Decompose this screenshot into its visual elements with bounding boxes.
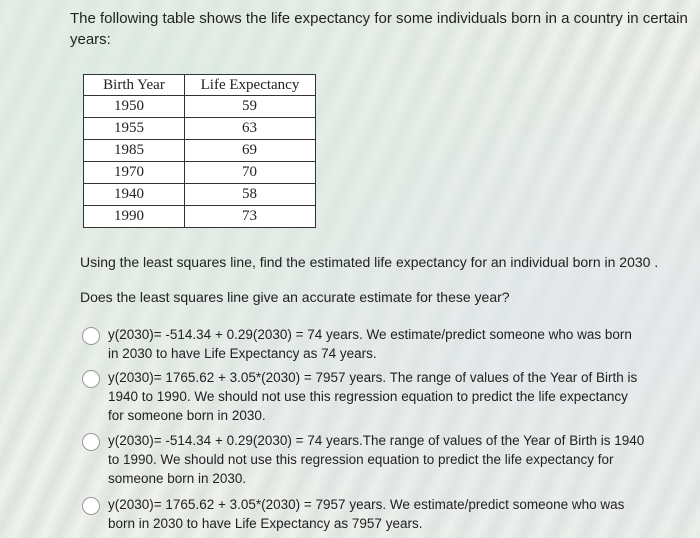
option-text [108, 495, 678, 533]
question-text [80, 254, 658, 324]
option-line: y(2030)= 1765.62 + 3.05*(2030) = 7957 years. The range of values of the Year of Birth is [108, 370, 638, 385]
option-line: y(2030)= 1765.62 + 3.05*(2030) = 7957 years. We estimate/predict someone who was [108, 497, 625, 512]
intro-line-1: The following table shows the life expectancy for some individuals born in a country in certain [70, 10, 688, 27]
option-line: y(2030)= -514.34 + 0.29(2030) = 74 years.The range of values of the Year of Birth is 1940 [108, 433, 645, 448]
question-line-1: Using the least squares line, find the estimated life expectancy for an individual born in 2030 . [80, 254, 659, 270]
cell-life-expectancy: 63 [185, 118, 316, 140]
table-row [84, 96, 316, 118]
cell-life-expectancy: 70 [185, 162, 316, 184]
cell-life-expectancy: 73 [185, 206, 316, 228]
cell-life-expectancy: 58 [185, 184, 316, 206]
radio-button[interactable] [82, 433, 100, 451]
radio-button[interactable] [82, 327, 100, 345]
radio-button[interactable] [82, 370, 100, 388]
table-row [84, 206, 316, 228]
intro-text [70, 8, 700, 50]
table-row [84, 140, 316, 162]
option-text [108, 431, 678, 488]
cell-birth-year: 1950 [84, 96, 185, 118]
cell-birth-year: 1955 [84, 118, 185, 140]
table-row [84, 184, 316, 206]
header-birth-year: Birth Year [84, 75, 185, 96]
cell-birth-year: 1990 [84, 206, 185, 228]
option-text [108, 368, 678, 425]
cell-birth-year: 1940 [84, 184, 185, 206]
cell-life-expectancy: 59 [185, 96, 316, 118]
option-text [108, 325, 678, 363]
option-line: y(2030)= -514.34 + 0.29(2030) = 74 years. We estimate/predict someone who was born [108, 327, 632, 342]
cell-life-expectancy: 69 [185, 140, 316, 162]
option-line: in 2030 to have Life Expectancy as 74 years. [108, 346, 377, 361]
option-line: for someone born in 2030. [108, 408, 266, 423]
life-expectancy-table [83, 74, 316, 228]
option-line: 1940 to 1990. We should not use this regression equation to predict the life expectancy [108, 389, 628, 404]
question-line-2: Does the least squares line give an accurate estimate for these year? [80, 289, 510, 305]
table-row [84, 162, 316, 184]
option-line: born in 2030 to have Life Expectancy as 7957 years. [108, 516, 423, 531]
radio-button[interactable] [82, 497, 100, 515]
table-row [84, 118, 316, 140]
cell-birth-year: 1985 [84, 140, 185, 162]
table-header-row [84, 75, 316, 96]
option-line: to 1990. We should not use this regression equation to predict the life expectancy for [108, 452, 614, 467]
option-line: someone born in 2030. [108, 471, 247, 486]
intro-line-2: years: [70, 31, 111, 48]
header-life-expectancy: Life Expectancy [185, 75, 316, 96]
cell-birth-year: 1970 [84, 162, 185, 184]
